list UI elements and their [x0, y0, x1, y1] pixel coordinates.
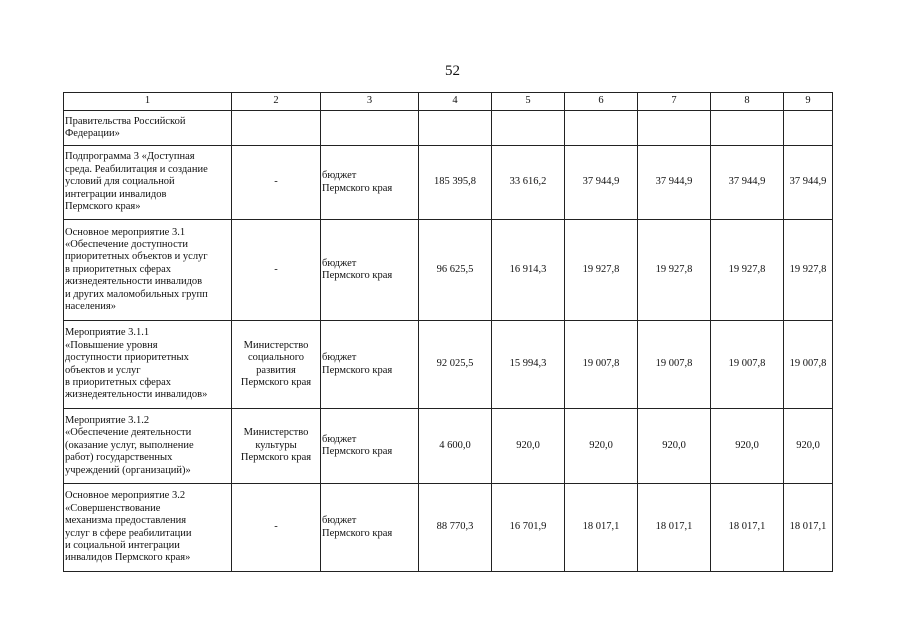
row-description: Мероприятие 3.1.1 «Повышение уровня доступности приоритетных объектов и услуг в приоритетных сферах жизнедеятельности инвалидов» [64, 321, 232, 409]
row-description: Мероприятие 3.1.2 «Обеспечение деятельности (оказание услуг, выполнение работ) государственных учреждений (организаций)» [64, 409, 232, 484]
row-value: 920,0 [784, 409, 833, 484]
row-description: Основное мероприятие 3.2 «Совершенствование механизма предоставления услуг в сфере реабилитации и социальной интеграции инвалидов Пермского края» [64, 484, 232, 572]
column-header: 5 [492, 93, 565, 111]
column-header: 9 [784, 93, 833, 111]
row-value: 18 017,1 [565, 484, 638, 572]
row-value: 37 944,9 [565, 146, 638, 220]
row-value: 16 701,9 [492, 484, 565, 572]
table-row-continuation [64, 111, 833, 146]
row-value: 18 017,1 [784, 484, 833, 572]
row-value: 19 007,8 [638, 321, 711, 409]
row-value: 19 927,8 [638, 220, 711, 321]
empty-cell [711, 111, 784, 146]
row-value: 19 927,8 [711, 220, 784, 321]
row-value: 16 914,3 [492, 220, 565, 321]
row-funding-source: бюджет Пермского края [321, 484, 419, 572]
row-value: 96 625,5 [419, 220, 492, 321]
row-executor: Министерство культуры Пермского края [232, 409, 321, 484]
continuation-text: Правительства Российской Федерации» [64, 111, 232, 146]
row-value: 920,0 [565, 409, 638, 484]
row-value: 18 017,1 [638, 484, 711, 572]
row-value: 920,0 [492, 409, 565, 484]
row-funding-source: бюджет Пермского края [321, 321, 419, 409]
row-value: 15 994,3 [492, 321, 565, 409]
empty-cell [419, 111, 492, 146]
row-value: 19 927,8 [784, 220, 833, 321]
table-header-row [64, 93, 833, 111]
row-value: 19 007,8 [565, 321, 638, 409]
column-header: 2 [232, 93, 321, 111]
table-row [64, 220, 833, 321]
row-value: 4 600,0 [419, 409, 492, 484]
row-value: 88 770,3 [419, 484, 492, 572]
row-executor: - [232, 484, 321, 572]
row-value: 185 395,8 [419, 146, 492, 220]
table-row [64, 409, 833, 484]
table-row [64, 146, 833, 220]
row-executor: Министерство социального развития Пермского края [232, 321, 321, 409]
column-header: 3 [321, 93, 419, 111]
row-executor: - [232, 146, 321, 220]
row-value: 92 025,5 [419, 321, 492, 409]
row-value: 37 944,9 [784, 146, 833, 220]
column-header: 8 [711, 93, 784, 111]
row-value: 18 017,1 [711, 484, 784, 572]
empty-cell [638, 111, 711, 146]
row-description: Подпрограмма 3 «Доступная среда. Реабилитация и создание условий для социальной интеграции инвалидов Пермского края» [64, 146, 232, 220]
column-header: 1 [64, 93, 232, 111]
column-header: 4 [419, 93, 492, 111]
table-row [64, 484, 833, 572]
row-funding-source: бюджет Пермского края [321, 220, 419, 321]
empty-cell [565, 111, 638, 146]
row-value: 37 944,9 [638, 146, 711, 220]
budget-table [63, 92, 833, 572]
empty-cell [232, 111, 321, 146]
row-description: Основное мероприятие 3.1 «Обеспечение доступности приоритетных объектов и услуг в приоритетных сферах жизнедеятельности инвалидов и других маломобильных групп населения» [64, 220, 232, 321]
empty-cell [784, 111, 833, 146]
row-executor: - [232, 220, 321, 321]
row-value: 19 927,8 [565, 220, 638, 321]
empty-cell [492, 111, 565, 146]
row-value: 37 944,9 [711, 146, 784, 220]
row-value: 920,0 [711, 409, 784, 484]
row-value: 19 007,8 [711, 321, 784, 409]
column-header: 6 [565, 93, 638, 111]
row-value: 920,0 [638, 409, 711, 484]
row-funding-source: бюджет Пермского края [321, 409, 419, 484]
row-value: 33 616,2 [492, 146, 565, 220]
page-number: 52 [445, 63, 460, 79]
row-funding-source: бюджет Пермского края [321, 146, 419, 220]
row-value: 19 007,8 [784, 321, 833, 409]
column-header: 7 [638, 93, 711, 111]
table-row [64, 321, 833, 409]
empty-cell [321, 111, 419, 146]
